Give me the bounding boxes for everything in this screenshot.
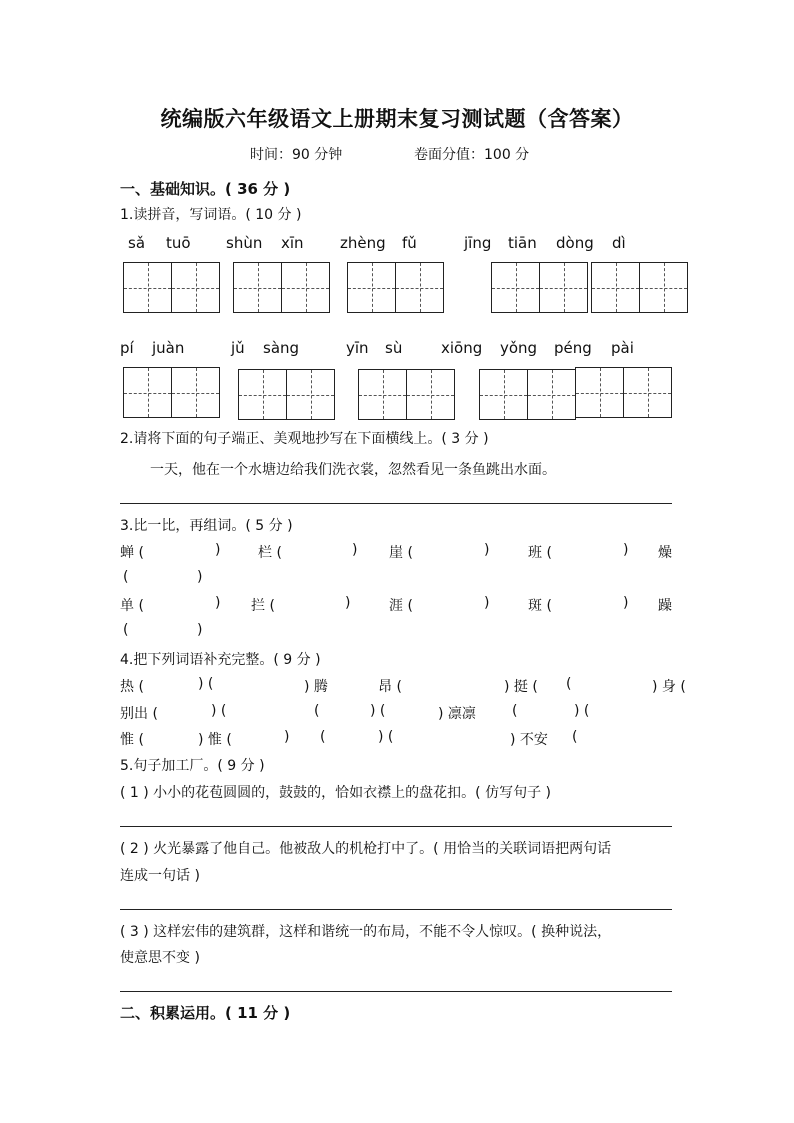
- pinyin: yīn: [346, 339, 369, 357]
- idiom-part: ) 挺 (: [504, 679, 538, 695]
- writing-box[interactable]: [539, 262, 588, 313]
- writing-box[interactable]: [639, 262, 688, 313]
- pinyin: pí: [120, 339, 134, 357]
- answer-line[interactable]: [120, 991, 672, 992]
- idiom-part: ) (: [370, 703, 386, 719]
- writing-box[interactable]: [238, 369, 287, 420]
- q3-char: 拦 (: [251, 598, 275, 614]
- writing-box[interactable]: [171, 262, 220, 313]
- q1-heading: 1.读拼音，写词语。( 10 分 ): [120, 207, 302, 223]
- pinyin: zhèng: [340, 234, 386, 252]
- writing-box[interactable]: [358, 369, 407, 420]
- idiom-part: 别出 (: [120, 706, 158, 722]
- pinyin: sù: [385, 339, 403, 357]
- q4-heading: 4.把下列词语补充完整。( 9 分 ): [120, 652, 321, 668]
- pinyin: sǎ: [128, 234, 146, 252]
- idiom-part: (: [512, 703, 518, 719]
- score-label: 卷面分值：100 分: [414, 147, 530, 163]
- idiom-part: (: [320, 729, 326, 745]
- pinyin: tiān: [508, 234, 537, 252]
- q3-heading: 3.比一比，再组词。( 5 分 ): [120, 518, 293, 534]
- pinyin: pài: [611, 339, 634, 357]
- answer-line[interactable]: [120, 503, 672, 504]
- q3-char: 崖 (: [389, 545, 413, 561]
- idiom-part: 热 (: [120, 679, 144, 695]
- q3-paren: (: [123, 622, 129, 638]
- writing-box[interactable]: [491, 262, 540, 313]
- q3-paren: ): [345, 595, 351, 611]
- writing-box[interactable]: [395, 262, 444, 313]
- writing-box[interactable]: [123, 262, 172, 313]
- writing-box[interactable]: [591, 262, 640, 313]
- pinyin: jīng: [464, 234, 492, 252]
- pinyin: péng: [554, 339, 592, 357]
- q5-heading: 5.句子加工厂。( 9 分 ): [120, 758, 265, 774]
- pinyin: yǒng: [500, 339, 538, 357]
- q2-heading: 2.请将下面的句子端正、美观地抄写在下面横线上。( 3 分 ): [120, 431, 489, 447]
- q3-paren: ): [215, 542, 221, 558]
- pinyin: dì: [612, 234, 626, 252]
- idiom-part: ) (: [211, 703, 227, 719]
- writing-box[interactable]: [233, 262, 282, 313]
- idiom-part: ) 腾: [304, 679, 328, 695]
- idiom-part: (: [566, 676, 572, 692]
- copy-sentence: 一天，他在一个水塘边给我们洗衣裳，忽然看见一条鱼跳出水面。: [150, 462, 556, 478]
- q5-item-1: ( 1 ) 小小的花苞圆圆的，鼓鼓的，恰如衣襟上的盘花扣。( 仿写句子 ): [120, 785, 552, 801]
- q3-paren: (: [123, 569, 129, 585]
- writing-box[interactable]: [286, 369, 335, 420]
- q5-item-3: ( 3 ) 这样宏伟的建筑群，这样和谐统一的布局，不能不令人惊叹。( 换种说法，: [120, 924, 612, 940]
- q3-char: 斑 (: [528, 598, 552, 614]
- pinyin: fǔ: [402, 234, 417, 252]
- q3-paren: ): [352, 542, 358, 558]
- time-label: 时间：90 分钟: [250, 147, 343, 163]
- idiom-part: ) (: [574, 703, 590, 719]
- answer-line[interactable]: [120, 826, 672, 827]
- idiom-part: (: [572, 729, 578, 745]
- answer-line[interactable]: [120, 909, 672, 910]
- writing-box[interactable]: [623, 367, 672, 418]
- q3-paren: ): [197, 622, 203, 638]
- idiom-part: ) 不安: [510, 732, 548, 748]
- idiom-part: ) (: [378, 729, 394, 745]
- pinyin: jǔ: [231, 339, 245, 357]
- section-1-heading: 一、基础知识。( 36 分 ): [120, 180, 291, 198]
- idiom-part: ) 惟 (: [198, 732, 232, 748]
- q3-paren: ): [197, 569, 203, 585]
- q3-char: 单 (: [120, 598, 144, 614]
- q3-char: 蝉 (: [120, 545, 144, 561]
- idiom-part: ) (: [198, 676, 214, 692]
- writing-box[interactable]: [171, 367, 220, 418]
- idiom-part: ) 凛凛: [438, 706, 476, 722]
- q3-char: 燥: [658, 545, 672, 561]
- q5-item-3-cont: 使意思不变 ): [120, 950, 200, 966]
- section-2-heading: 二、积累运用。( 11 分 ): [120, 1004, 291, 1022]
- writing-box[interactable]: [575, 367, 624, 418]
- pinyin: xiōng: [441, 339, 483, 357]
- pinyin: xīn: [281, 234, 304, 252]
- q3-paren: ): [484, 595, 490, 611]
- idiom-part: ): [284, 729, 290, 745]
- q3-char: 躁: [658, 598, 672, 614]
- writing-box[interactable]: [347, 262, 396, 313]
- q3-paren: ): [623, 595, 629, 611]
- writing-box[interactable]: [123, 367, 172, 418]
- pinyin: sàng: [263, 339, 300, 357]
- q3-char: 涯 (: [389, 598, 413, 614]
- pinyin: tuō: [166, 234, 191, 252]
- idiom-part: 惟 (: [120, 732, 144, 748]
- pinyin: dòng: [556, 234, 594, 252]
- idiom-part: 昂 (: [378, 679, 402, 695]
- q3-char: 班 (: [528, 545, 552, 561]
- idiom-part: ) 身 (: [652, 679, 686, 695]
- q5-item-2-cont: 连成一句话 ): [120, 868, 200, 884]
- q3-paren: ): [623, 542, 629, 558]
- writing-box[interactable]: [406, 369, 455, 420]
- writing-box[interactable]: [479, 369, 528, 420]
- pinyin: shùn: [226, 234, 263, 252]
- q3-paren: ): [484, 542, 490, 558]
- writing-box[interactable]: [527, 369, 576, 420]
- q5-item-2: ( 2 ) 火光暴露了他自己。他被敌人的机枪打中了。( 用恰当的关联词语把两句话: [120, 841, 612, 857]
- writing-box[interactable]: [281, 262, 330, 313]
- page-title: 统编版六年级语文上册期末复习测试题（含答案）: [160, 107, 634, 131]
- idiom-part: (: [314, 703, 320, 719]
- q3-char: 栏 (: [258, 545, 282, 561]
- pinyin: juàn: [152, 339, 185, 357]
- q3-paren: ): [215, 595, 221, 611]
